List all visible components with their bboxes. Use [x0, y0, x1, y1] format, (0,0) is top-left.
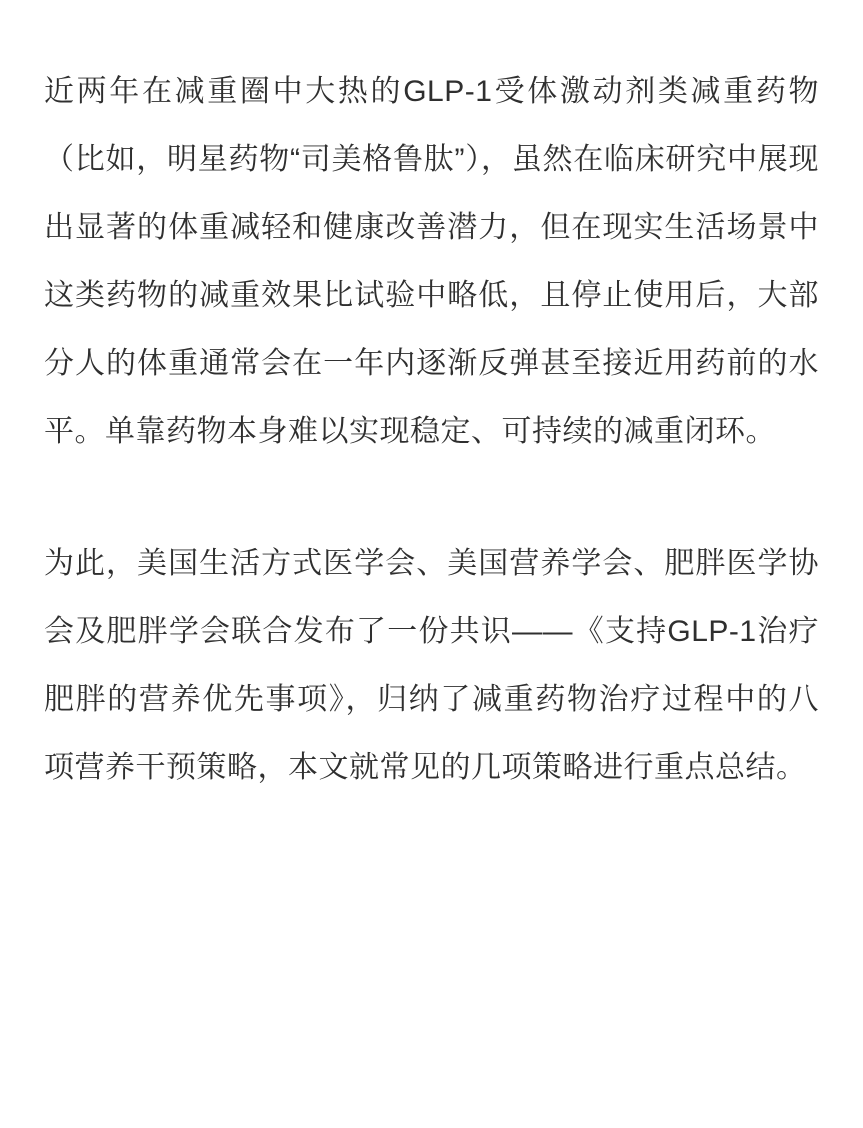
article-body [44, 58, 819, 802]
paragraph-1: 近两年在减重圈中大热的GLP-1受体激动剂类减重药物（比如，明星药物“司美格鲁肽”），虽然在临床研究中展现出显著的体重减轻和健康改善潜力，但在现实生活场景中这类药物的减重效果比试验中略低，且停止使用后，大部分人的体重通常会在一年内逐渐反弹甚至接近用药前的水平。单靠药物本身难以实现稳定、可持续的减重闭环。 [44, 75, 819, 448]
paragraph-2: 为此，美国生活方式医学会、美国营养学会、肥胖医学协会及肥胖学会联合发布了一份共识——《支持GLP-1治疗肥胖的营养优先事项》，归纳了减重药物治疗过程中的八项营养干预策略，本文就常见的几项策略进行重点总结。 [44, 547, 819, 784]
